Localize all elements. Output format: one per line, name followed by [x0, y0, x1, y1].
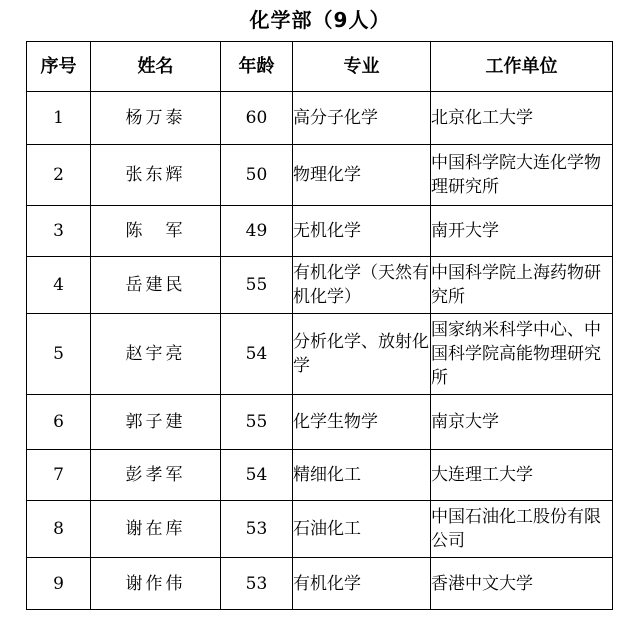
table-row	[27, 450, 613, 501]
cell-index: 7	[27, 450, 91, 501]
header-age: 年龄	[221, 42, 293, 92]
cell-org: 国家纳米科学中心、中国科学院高能物理研究所	[431, 314, 613, 395]
cell-name: 杨万泰	[91, 92, 221, 145]
cell-index: 3	[27, 206, 91, 257]
academician-table	[26, 41, 613, 610]
cell-age: 50	[221, 145, 293, 206]
cell-major: 物理化学	[293, 145, 431, 206]
cell-age: 49	[221, 206, 293, 257]
table-row	[27, 92, 613, 145]
header-major: 专业	[293, 42, 431, 92]
table-row	[27, 558, 613, 610]
cell-org: 中国科学院大连化学物理研究所	[431, 145, 613, 206]
cell-index: 5	[27, 314, 91, 395]
table-row	[27, 314, 613, 395]
cell-name: 岳建民	[91, 257, 221, 314]
cell-index: 6	[27, 395, 91, 450]
cell-org: 香港中文大学	[431, 558, 613, 610]
cell-major: 无机化学	[293, 206, 431, 257]
cell-name: 彭孝军	[91, 450, 221, 501]
cell-index: 8	[27, 501, 91, 558]
cell-index: 2	[27, 145, 91, 206]
cell-name: 郭子建	[91, 395, 221, 450]
cell-age: 55	[221, 395, 293, 450]
cell-index: 1	[27, 92, 91, 145]
cell-age: 54	[221, 314, 293, 395]
cell-org: 中国科学院上海药物研究所	[431, 257, 613, 314]
table-row	[27, 501, 613, 558]
cell-index: 9	[27, 558, 91, 610]
cell-org: 大连理工大学	[431, 450, 613, 501]
cell-major: 有机化学	[293, 558, 431, 610]
cell-major: 精细化工	[293, 450, 431, 501]
table-row	[27, 206, 613, 257]
table-header-row	[27, 42, 613, 92]
cell-name: 谢在库	[91, 501, 221, 558]
cell-major: 石油化工	[293, 501, 431, 558]
cell-age: 55	[221, 257, 293, 314]
cell-age: 53	[221, 501, 293, 558]
cell-org: 南京大学	[431, 395, 613, 450]
table-row	[27, 395, 613, 450]
cell-name: 张东辉	[91, 145, 221, 206]
cell-major: 高分子化学	[293, 92, 431, 145]
cell-name: 谢作伟	[91, 558, 221, 610]
cell-age: 60	[221, 92, 293, 145]
cell-age: 53	[221, 558, 293, 610]
cell-index: 4	[27, 257, 91, 314]
cell-major: 分析化学、放射化学	[293, 314, 431, 395]
cell-age: 54	[221, 450, 293, 501]
cell-major: 有机化学（天然有机化学）	[293, 257, 431, 314]
cell-major: 化学生物学	[293, 395, 431, 450]
header-index: 序号	[27, 42, 91, 92]
cell-org: 中国石油化工股份有限公司	[431, 501, 613, 558]
table-row	[27, 145, 613, 206]
page-title: 化学部（9人）	[249, 8, 391, 32]
cell-name: 陈 军	[91, 206, 221, 257]
cell-org: 北京化工大学	[431, 92, 613, 145]
table-row	[27, 257, 613, 314]
header-org: 工作单位	[431, 42, 613, 92]
cell-name: 赵宇亮	[91, 314, 221, 395]
header-name: 姓名	[91, 42, 221, 92]
cell-org: 南开大学	[431, 206, 613, 257]
